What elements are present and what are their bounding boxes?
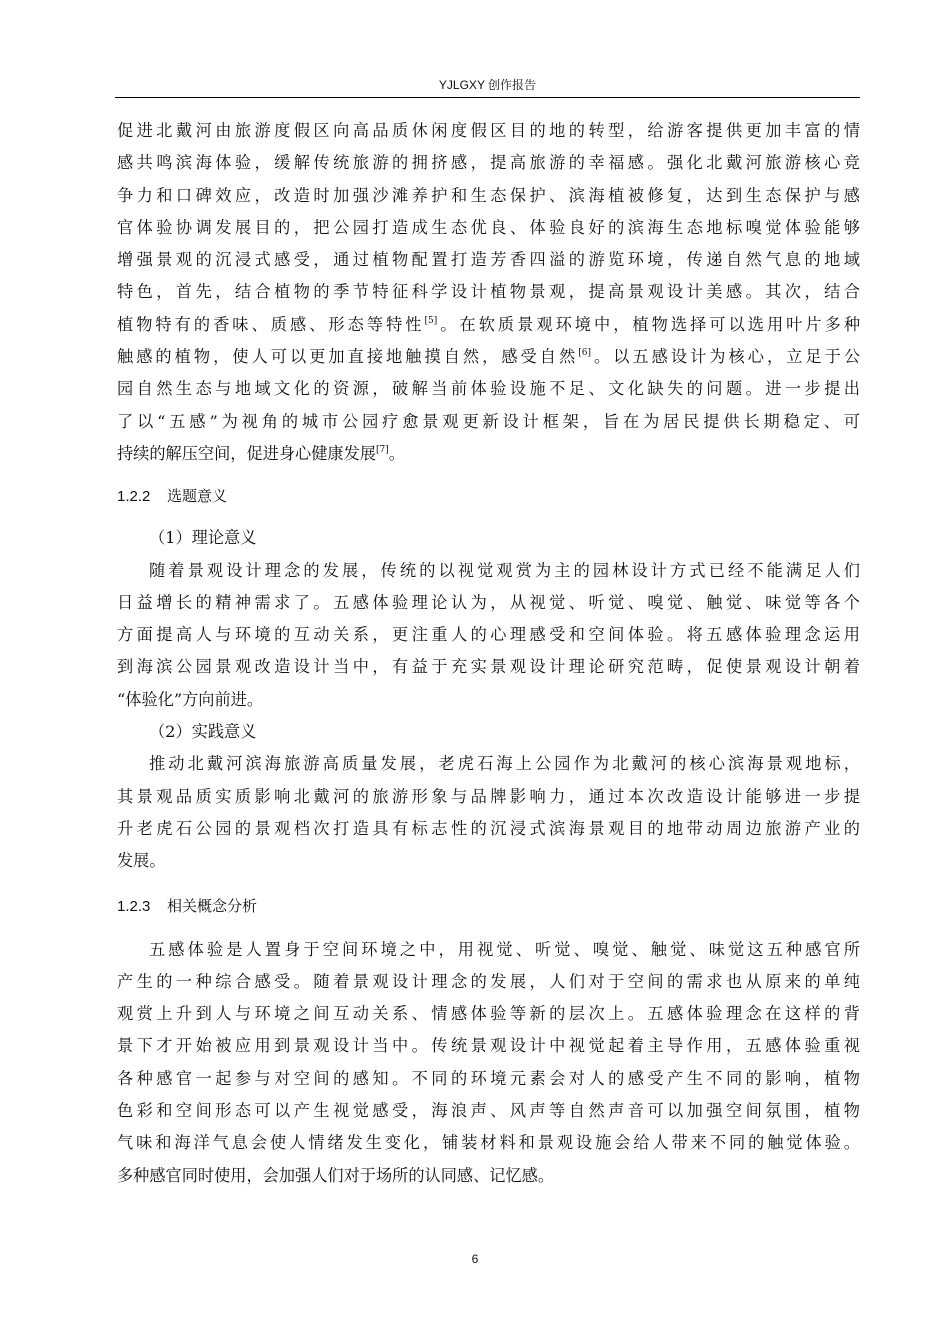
- text-line: 增强景观的沉浸式感受，通过植物配置打造芳香四溢的游览环境，传递自然气息的地域: [117, 250, 860, 270]
- text-line: 多种感官同时使用，会加强人们对于场所的认同感、记忆感。: [117, 1165, 555, 1185]
- text-line: 色彩和空间形态可以产生视觉感受，海浪声、风声等自然声音可以加强空间氛围，植物: [117, 1101, 860, 1121]
- citation-ref: [5]: [424, 315, 438, 326]
- section-number: 1.2.2: [117, 488, 151, 506]
- text-line: 发展。: [117, 851, 166, 871]
- intro-paragraph: [117, 115, 860, 470]
- text-segment: 。以五感设计为核心，立足于公: [590, 347, 861, 367]
- text-line: 争力和口碑效应，改造时加强沙滩养护和生态保护、滨海植被修复，达到生态保护与感: [117, 185, 860, 205]
- text-line: [117, 309, 860, 341]
- text-line: 促进北戴河由旅游度假区向高品质休闲度假区目的地的转型，给游客提供更加丰富的情: [117, 121, 860, 140]
- text-line: [117, 438, 860, 470]
- text-line: 产生的一种综合感受。随着景观设计理念的发展，人们对于空间的需求也从原来的单纯: [117, 971, 860, 991]
- text-line: [117, 341, 860, 373]
- text-segment: 。在软质景观环境中，植物选择可以选用叶片多种: [437, 314, 861, 334]
- section-heading-1-2-3: [117, 892, 860, 922]
- significance-section: [117, 522, 860, 877]
- concept-paragraph: [117, 934, 860, 1192]
- text-line: 升老虎石公园的景观档次打造具有标志性的沉浸式滨海景观目的地带动周边旅游产业的: [117, 818, 860, 838]
- subsection-label-practice: （2）实践意义: [149, 722, 257, 742]
- page-header: YJLGXY 创作报告: [438, 78, 537, 92]
- text-line: 了以“五感”为视角的城市公园疗愈景观更新设计框架，旨在为居民提供长期稳定、可: [117, 411, 860, 431]
- text-line: 气味和海洋气息会使人情绪发生变化，铺装材料和景观设施会给人带来不同的触觉体验。: [117, 1133, 860, 1153]
- text-segment: 植物特有的香味、质感、形态等特性: [117, 314, 425, 334]
- text-line: 方面提高人与环境的互动关系，更注重人的心理感受和空间体验。将五感体验理念运用: [117, 625, 860, 645]
- text-line: 随着景观设计理念的发展，传统的以视觉观赏为主的园林设计方式已经不能满足人们: [149, 560, 860, 580]
- citation-ref: [7]: [376, 444, 389, 455]
- section-title: 选题意义: [167, 488, 228, 506]
- citation-ref: [6]: [578, 348, 591, 359]
- text-line: 景下才开始被应用到景观设计当中。传统景观设计中视觉起着主导作用，五感体验重视: [117, 1036, 860, 1056]
- text-line: 其景观品质实质影响北戴河的旅游形象与品牌影响力，通过本次改造设计能够进一步提: [117, 786, 860, 806]
- text-line: 各种感官一起参与对空间的感知。不同的环境元素会对人的感受产生不同的影响，植物: [117, 1068, 860, 1088]
- text-line: 感共鸣滨海体验，缓解传统旅游的拥挤感，提高旅游的幸福感。强化北戴河旅游核心竞: [117, 153, 860, 173]
- header-divider: [115, 97, 860, 98]
- section-title: 相关概念分析: [167, 897, 258, 915]
- section-heading-1-2-2: [117, 482, 860, 512]
- text-line: 五感体验是人置身于空间环境之中，用视觉、听觉、嗅觉、触觉、味觉这五种感官所: [149, 939, 860, 959]
- text-line: 到海滨公园景观改造设计当中，有益于充实景观设计理论研究范畴，促使景观设计朝着: [117, 657, 860, 677]
- text-segment: 。: [388, 443, 405, 463]
- text-line: “体验化”方向前进。: [117, 689, 264, 709]
- text-line: 观赏上升到人与环境之间互动关系、情感体验等新的层次上。五感体验理念在这样的背: [117, 1004, 860, 1024]
- text-line: 园自然生态与地域文化的资源，破解当前体验设施不足、文化缺失的问题。进一步提出: [117, 379, 860, 399]
- text-line: 特色，首先，结合植物的季节特征科学设计植物景观，提高景观设计美感。其次，结合: [117, 282, 860, 302]
- text-line: 官体验协调发展目的，把公园打造成生态优良、体验良好的滨海生态地标嗅觉体验能够: [117, 217, 860, 237]
- document-body: [117, 115, 860, 1192]
- text-segment: 持续的解压空间，促进身心健康发展: [117, 443, 376, 463]
- page-number: 6: [471, 1252, 479, 1266]
- text-line: 日益增长的精神需求了。五感体验理论认为，从视觉、听觉、嗅觉、触觉、味觉等各个: [117, 592, 860, 612]
- section-number: 1.2.3: [117, 897, 151, 915]
- text-segment: 触感的植物，使人可以更加直接地触摸自然，感受自然: [117, 347, 579, 367]
- text-line: 推动北戴河滨海旅游高质量发展，老虎石海上公园作为北戴河的核心滨海景观地标，: [149, 754, 860, 774]
- subsection-label-theory: （1）理论意义: [149, 528, 257, 548]
